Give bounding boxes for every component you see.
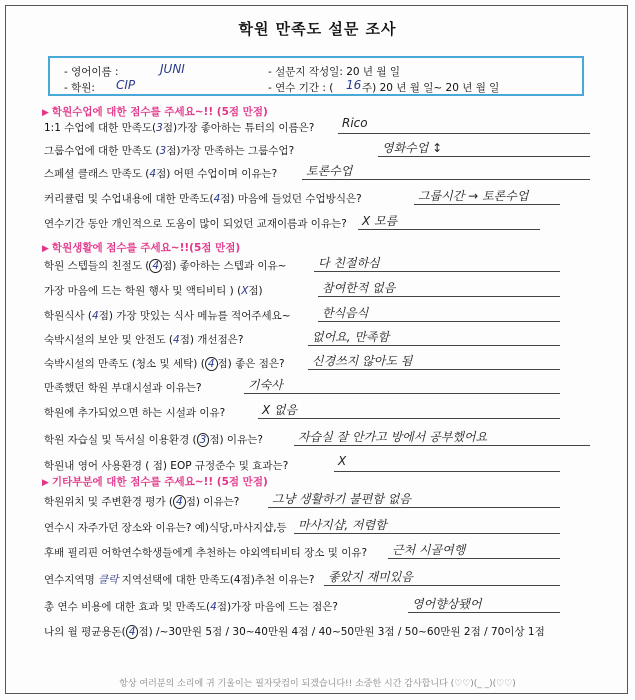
score-value: 4 [210,601,217,613]
answer-line [414,204,560,205]
period-value: 16 [346,78,362,92]
answer-line [408,612,560,613]
answer-line [308,369,560,370]
answer-line [318,321,560,322]
handwritten-answer: 그냥 생활하기 불편함 없음 [272,492,411,506]
question-row [44,166,277,181]
answer-line [302,179,590,180]
question-row [44,143,294,158]
question-text: 점)가장 좋아하는 튜터의 이름은? [162,122,315,134]
answer-line [294,533,560,534]
question-text: 커리큘럼 및 수업내용에 대한 만족도( [44,193,214,205]
period-label: - 연수 기간 : ( [268,82,334,94]
score-value: 4 [205,357,218,371]
handwritten-answer: 토론수업 [306,164,353,178]
question-row [44,494,239,509]
section-heading: ▶ 학원생활에 점수를 주세요~!!(5점 만점) [42,242,241,254]
question-text: 학원내 영어 사용환경 ( 점) EOP 규정준수 및 효과는? [44,460,289,472]
score-value: 3 [159,145,167,157]
question-text: 가장 마음에 드는 학원 행사 및 액티비티 ) ( [44,285,242,297]
answer-line [268,507,560,508]
score-value: 3 [197,433,210,447]
answer-line [258,418,560,419]
question-row [44,520,287,535]
question-row [44,216,347,231]
handwritten-answer: 없어요, 만족함 [312,330,390,344]
answer-line [314,271,560,272]
question-text: 점)가장 마음에 드는 점은? [216,601,338,613]
date-label: - 설문지 작성일: 20 년 월 일 [268,66,400,78]
question-text: 학원식사 ( [44,310,93,322]
question-text: 학원에 추가되었으면 하는 시설과 이유? [44,407,226,419]
region-value: 클락 [94,574,122,586]
question-text: 연수지역명 [44,574,95,586]
score-value: X [241,285,249,297]
question-row [44,332,243,347]
question-row [44,258,286,273]
period-rest: 주) 20 년 월 일~ 20 년 월 일 [362,82,500,94]
score-value: 4 [173,495,186,509]
question-text: 나의 월 평균용돈( [44,626,126,638]
handwritten-answer: X 없음 [262,403,298,417]
question-text: 점) 이유는? [209,434,263,446]
question-text: 지역선택에 대한 만족도(4점)추천 이유는? [121,574,315,586]
score-value: 4 [149,259,162,273]
score-value: 4 [149,168,157,180]
handwritten-answer: 한식음식 [322,306,369,320]
handwritten-answer: 영어향상됐어 [412,597,482,611]
question-row [44,572,314,587]
question-text: 점) 이유는? [185,496,240,508]
handwritten-answer: 그룹시간 → 토론수업 [418,189,529,203]
question-text: 점)가장 만족하는 그룹수업? [166,145,295,157]
section-heading: ▶ 기타부분에 대한 점수를 주세요~!! (5점 만점) [42,476,268,488]
handwritten-answer: 신경쓰지 않아도 됨 [312,354,413,368]
handwritten-answer: 기숙사 [248,378,283,392]
question-text: 점) 좋은 점은? [217,358,285,370]
handwritten-answer: 마사지샵, 저렴함 [298,518,387,532]
question-text: 점) 마음에 들었던 수업방식은? [220,193,362,205]
question-text: 연수시 자주가던 장소와 이유는? 예)식당,마사지샵,등 [44,522,287,534]
question-row [44,283,263,298]
question-text: 점) [248,285,263,297]
answer-line [378,156,590,157]
handwritten-answer: 근처 시골여행 [392,543,466,557]
academy-value: CIP [116,78,136,92]
answer-line [388,558,560,559]
handwritten-answer: 다 친절하심 [318,256,380,270]
question-row [44,356,285,371]
question-row [44,458,288,473]
question-text: 학원위치 및 주변환경 평가 ( [44,496,174,508]
question-text: 만족했던 학원 부대시설과 이유는? [44,382,202,394]
answer-line [338,133,590,134]
question-text: 점) 좋아하는 스텝과 이유~ [162,260,287,272]
question-text: 스페셜 클래스 만족도 ( [44,168,150,180]
name-label: - 영어이름 : [64,66,119,78]
answer-line [334,471,560,472]
question-text: 학원 자습실 및 독서실 이용환경 ( [44,434,197,446]
handwritten-answer: X 모름 [362,214,398,228]
question-text: 점) 어떤 수업이며 이유는? [156,168,278,180]
question-row [44,599,338,614]
question-text: 후배 필리핀 어학연수학생들에게 추천하는 야외엑티비티 장소 및 이유? [44,547,368,559]
info-box [48,56,584,96]
question-text: 점) 개선점은? [179,334,244,346]
question-row [44,545,367,560]
question-text: 1:1 수업에 대한 만족도( [44,122,157,134]
question-row [44,432,263,447]
name-value: JUNI [160,62,185,76]
question-row [44,120,314,135]
handwritten-answer: 참여한적 없음 [322,281,396,295]
score-value: 4 [173,334,180,346]
question-text: 연수기간 동안 개인적으로 도움이 많이 되었던 교재이름과 이유는? [44,218,347,230]
question-row [44,191,362,206]
question-text: 숙박시설의 보안 및 안전도 ( [44,334,174,346]
score-value: 3 [156,122,163,134]
answer-line [294,445,590,446]
handwritten-answer: 좋았지 재미있음 [328,570,413,584]
handwritten-answer: X [338,454,347,468]
academy-label: - 학원: [64,82,95,94]
answer-line [358,229,540,230]
question-text: 학원 스텝들의 친절도 ( [44,260,150,272]
handwritten-answer: 자습실 잘 안가고 방에서 공부했어요 [298,430,488,444]
answer-line [318,296,560,297]
survey-title: 학원 만족도 설문 조사 [238,20,397,38]
handwritten-answer: Rico [342,116,368,130]
answer-line [324,585,560,586]
handwritten-answer: 영화수업 ↕ [382,141,443,155]
answer-line [308,345,560,346]
question-row [44,380,202,395]
question-text: 그룹수업에 대한 만족도 ( [44,145,160,157]
question-text: 숙박시설의 만족도 (청소 및 세탁) ( [44,358,205,370]
score-value: 4 [92,310,99,322]
question-row [44,405,225,420]
section-heading: ▶ 학원수업에 대한 점수를 주세요~!! (5점 만점) [42,106,268,118]
answer-line [244,393,560,394]
question-row [44,624,545,639]
question-text: 점) /~30만원 5점 / 30~40만원 4점 / 40~50만원 3점 / 50~60만원 2점 / 70이상 1점 [138,626,545,638]
question-text: 점) 가장 맛있는 식사 메뉴를 적어주세요~ [98,310,291,322]
score-value: 4 [213,193,221,205]
question-text: 총 연수 비용에 대한 효과 및 만족도( [44,601,211,613]
footer-note: 항상 여러분의 소리에 귀 기울이는 필자닷컴이 되겠습니다!! 소중한 시간 감사합니다 (♡♡)(_ _)(♡♡) [119,679,516,689]
score-value: 4 [126,625,139,639]
question-row [44,308,291,323]
